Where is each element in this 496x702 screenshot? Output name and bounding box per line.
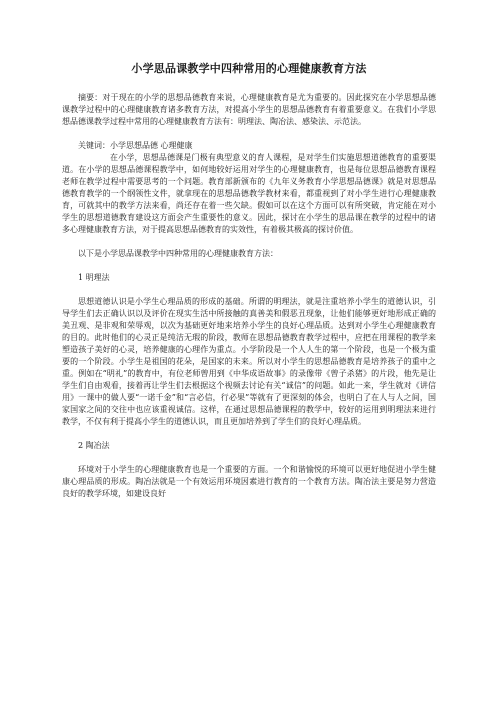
section-heading-2: 2 陶冶法: [78, 441, 110, 450]
keywords-line: 关键词：小学思想品德 心理健康: [78, 141, 193, 150]
document-page: [62, 62, 436, 500]
list-intro-paragraph: 以下是小学思品课教学中四种常用的心理健康教育方法：: [78, 249, 278, 258]
section-body-1: 思想道德认识是小学生心理品质的形成的基础。所谓的明理法，就是注重培养小学生的道德认识，引导学生们去正确认识以及评价在现实生活中所接触的真善美和假恶丑现象，让他们能够更好地形成正确的美丑观、是非观和荣辱观，以次为基础更好地来培养小学生的良好心理品质。达到对小学生心理健康教育的目的。此时他们的心灵正是纯洁无瑕的阶段，教师在思想品德教育教学过程中，应把在用课程的教学来塑造孩子美好的心灵，培养健康的心理作为重点。小学阶段是一个人人生的第一个阶段，也是一个极为重要的一个阶段。小学生是祖国的花朵，是国家的未来。所以对小学生的思想品德教育是培养孩子的重中之重。例如在“明礼”的教育中，有位老师曾用到《中华成语故事》的录像带《曾子杀猪》的片段，他先是让学生们自由观看，接着再让学生们去根据这个视频去讨论有关“诚信”的问题。如此一来，学生就对《讲信用》一课中的做人要“一诺千金”和“言必信，行必果”等就有了更深刻的体会，也明白了在人与人之间，国家国家之间的交往中也应该重视诚信。这样，在通过思想品德课程的教学中，较好的运用到明理法来进行教学，不仅有利于提高小学生的道德认识，而且更加培养到了学生们的良好心理品质。: [62, 297, 436, 426]
section-heading-1: 1 明理法: [78, 273, 110, 282]
document-title: 小学思品课教学中四种常用的心理健康教育方法: [131, 62, 367, 75]
section-body-2: 环境对于小学生的心理健康教育也是一个重要的方面。一个和谐愉悦的环境可以更好地促进小学生健康心理品质的形成。陶冶法就是一个有效运用环境因素进行教育的一个教育方法。陶冶法主要是努力营造良好的教学环境，如建设良好: [62, 465, 436, 498]
abstract-paragraph: 摘要：对于现在的小学的思想品德教育来说，心理健康教育是尤为重要的。因此探究在小学思想品德课教学过程中的心理健康教育诸多教育方法，对提高小学生的思想品德教育有着重要意义。在我们小学思想品德课教学过程中常用的心理健康教育方法有：明理法、陶冶法、感染法、示范法。: [62, 93, 436, 126]
intro-paragraph: 在小学，思想品德课是门极有典型意义的育人课程，是对学生们实施思想道德教育的重要渠道。在小学的思想品德课程教学中，如何地较好运用对学生的心理健康教育，也是每位思想品德教育课程老师在教学过程中需要思考的一个问题。教育部新颁布的《九年义务教育小学思想品德课》就是对思想品德教育教学的一个纲领性文件，就拿现在的思想品德教学教材来看，都重视到了对小学生进行心理健康教育，可就其中的教学方法来看，尚还存在着一些欠缺。假如可以在这个方面可以有所突破，肯定能在对小学生的思想道德教育建设这方面会产生重要性的意义。因此，探讨在小学生的思品课在教学的过程中的诸多心理健康教育方法，对于提高思想品德教育的实效性，有着极其极高的探讨价值。: [62, 153, 436, 234]
